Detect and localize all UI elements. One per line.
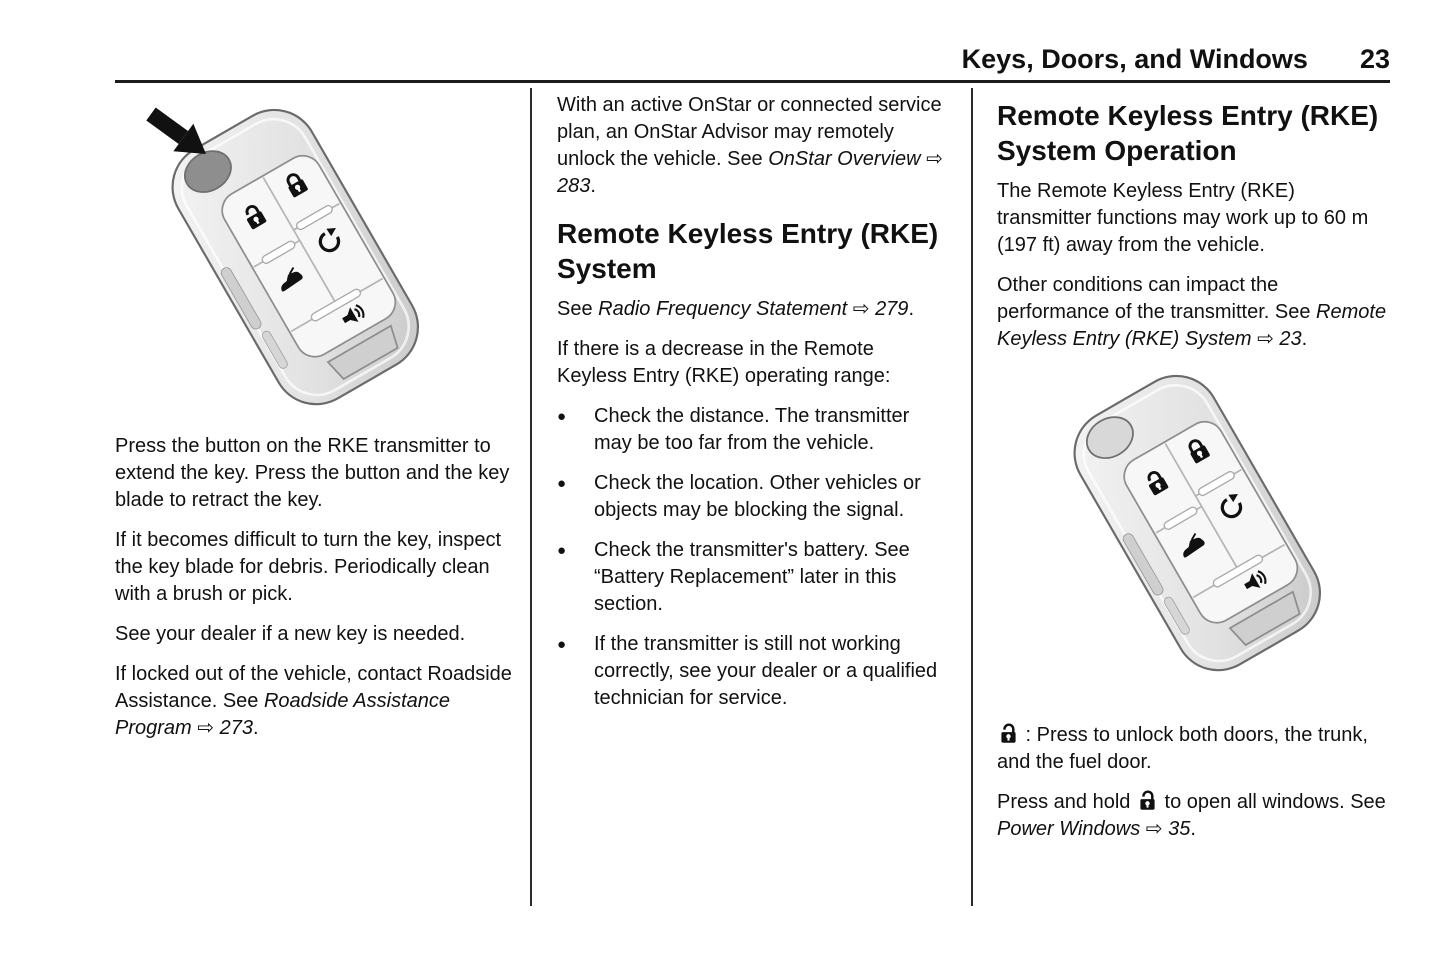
ref-page-number: 273 bbox=[219, 717, 253, 739]
section-heading-rke-operation: Remote Keyless Entry (RKE) System Operation bbox=[997, 100, 1379, 166]
bullet-marker: ● bbox=[557, 542, 567, 559]
paragraph-onstar: With an active OnStar or connected service plan, an OnStar Advisor may remotely unlock the vehicle. See OnStar Overview ⇨ 283. bbox=[557, 94, 943, 197]
paragraph-radio-frequency: See Radio Frequency Statement ⇨ 279. bbox=[557, 298, 914, 320]
troubleshooting-list bbox=[557, 403, 949, 712]
paragraph-locked-out: If locked out of the vehicle, contact Roadside Assistance. See Roadside Assistance Program ⇨ 273. bbox=[115, 663, 512, 739]
ref-page-number: 279 bbox=[875, 298, 909, 320]
ref-page-number: 23 bbox=[1279, 328, 1302, 350]
cross-reference: Radio Frequency Statement bbox=[598, 298, 848, 320]
paragraph-open-windows: Press and hold to open all windows. See Power Windows ⇨ 35. bbox=[997, 791, 1386, 840]
unlock-icon bbox=[997, 722, 1020, 745]
rke-transmitter-figure-with-arrow bbox=[115, 92, 513, 422]
unlock-icon bbox=[1136, 789, 1159, 812]
column-divider-2 bbox=[971, 88, 973, 906]
ref-arrow-icon: ⇨ bbox=[191, 717, 220, 739]
key-fob-illustration bbox=[1020, 331, 1372, 716]
bullet-marker: ● bbox=[557, 475, 567, 492]
paragraph-unlock-function: : Press to unlock both doors, the trunk, and the fuel door. bbox=[997, 724, 1368, 773]
column-divider-1 bbox=[530, 88, 532, 906]
cross-reference: Remote Keyless Entry (RKE) System bbox=[997, 301, 1387, 350]
column-left bbox=[115, 92, 513, 755]
ref-arrow-icon: ⇨ bbox=[1140, 818, 1169, 840]
section-heading-rke-system: Remote Keyless Entry (RKE) System bbox=[557, 218, 939, 284]
page-number: 23 bbox=[1359, 44, 1390, 74]
list-item: ● Check the transmitter's battery. See “Battery Replacement” later in this section. bbox=[557, 537, 949, 618]
paragraph-decrease-range: If there is a decrease in the Remote Keyless Entry (RKE) operating range: bbox=[557, 338, 891, 387]
list-item: ● Check the distance. The transmitter may be too far from the vehicle. bbox=[557, 403, 949, 457]
bullet-marker: ● bbox=[557, 636, 567, 653]
paragraph-other-conditions: Other conditions can impact the performance of the transmitter. See Remote Keyless Entry (RKE) System ⇨ 23. bbox=[997, 274, 1387, 350]
cross-reference: Roadside Assistance Program bbox=[115, 690, 450, 739]
pointer-arrow-icon bbox=[143, 100, 263, 200]
cross-reference: Power Windows bbox=[997, 818, 1141, 840]
ref-page-number: 35 bbox=[1168, 818, 1191, 840]
paragraph-transmitter-range: The Remote Keyless Entry (RKE) transmitter functions may work up to 60 m (197 ft) away from the vehicle. bbox=[997, 180, 1369, 256]
ref-arrow-icon: ⇨ bbox=[1251, 328, 1280, 350]
cross-reference: OnStar Overview bbox=[768, 148, 921, 170]
paragraph-extend-key: Press the button on the RKE transmitter to extend the key. Press the button and the key blade to retract the key. bbox=[115, 435, 510, 511]
ref-arrow-icon: ⇨ bbox=[920, 148, 943, 170]
ref-page-number: 283 bbox=[557, 175, 591, 197]
paragraph-new-key: See your dealer if a new key is needed. bbox=[115, 623, 466, 645]
list-item: ● If the transmitter is still not working correctly, see your dealer or a qualified technician for service. bbox=[557, 631, 949, 712]
paragraph-key-blade-debris: If it becomes difficult to turn the key, inspect the key blade for debris. Periodically clean with a brush or pick. bbox=[115, 529, 502, 605]
bullet-marker: ● bbox=[557, 408, 567, 425]
rke-transmitter-figure bbox=[997, 366, 1393, 696]
list-item: ● Check the location. Other vehicles or objects may be blocking the signal. bbox=[557, 470, 949, 524]
column-middle bbox=[557, 92, 949, 725]
column-right bbox=[997, 92, 1393, 856]
chapter-title: Keys, Doors, and Windows bbox=[961, 44, 1308, 74]
ref-arrow-icon: ⇨ bbox=[847, 298, 876, 320]
